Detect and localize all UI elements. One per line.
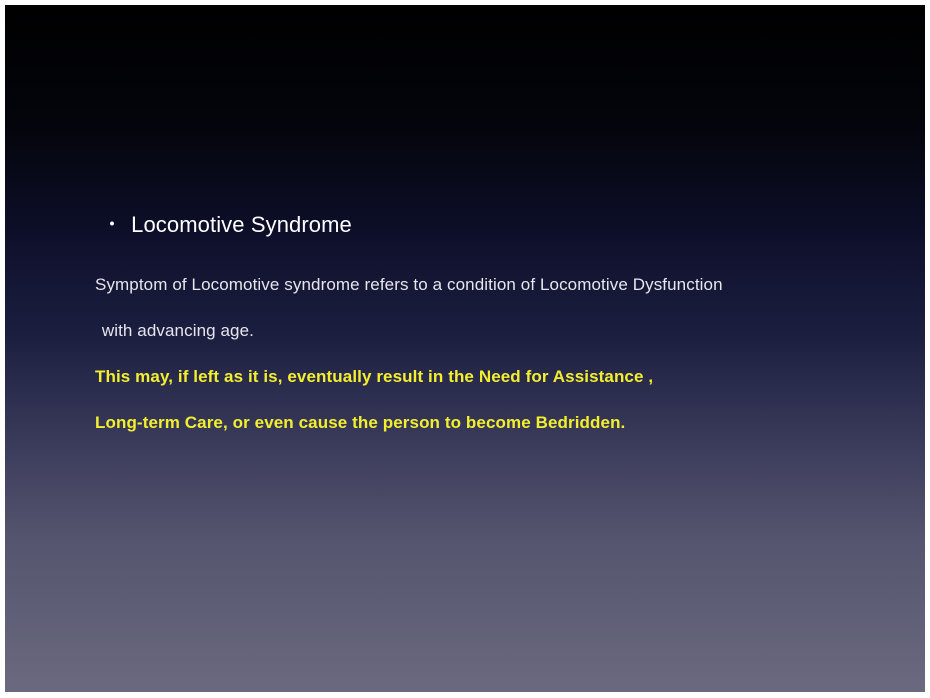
body-line-1: Symptom of Locomotive syndrome refers to a condition of Locomotive Dysfunction [95,275,723,294]
highlight-line-1: This may, if left as it is, eventually result in the Need for Assistance , [95,367,654,386]
bullet-icon: ・ [101,212,124,237]
body-line-2: with advancing age. [97,321,254,340]
presentation-slide [5,5,925,692]
highlight-line-2: Long-term Care, or even cause the person to become Bedridden. [95,413,626,432]
slide-heading [101,208,352,239]
slide-heading-text: Locomotive Syndrome [131,212,352,237]
